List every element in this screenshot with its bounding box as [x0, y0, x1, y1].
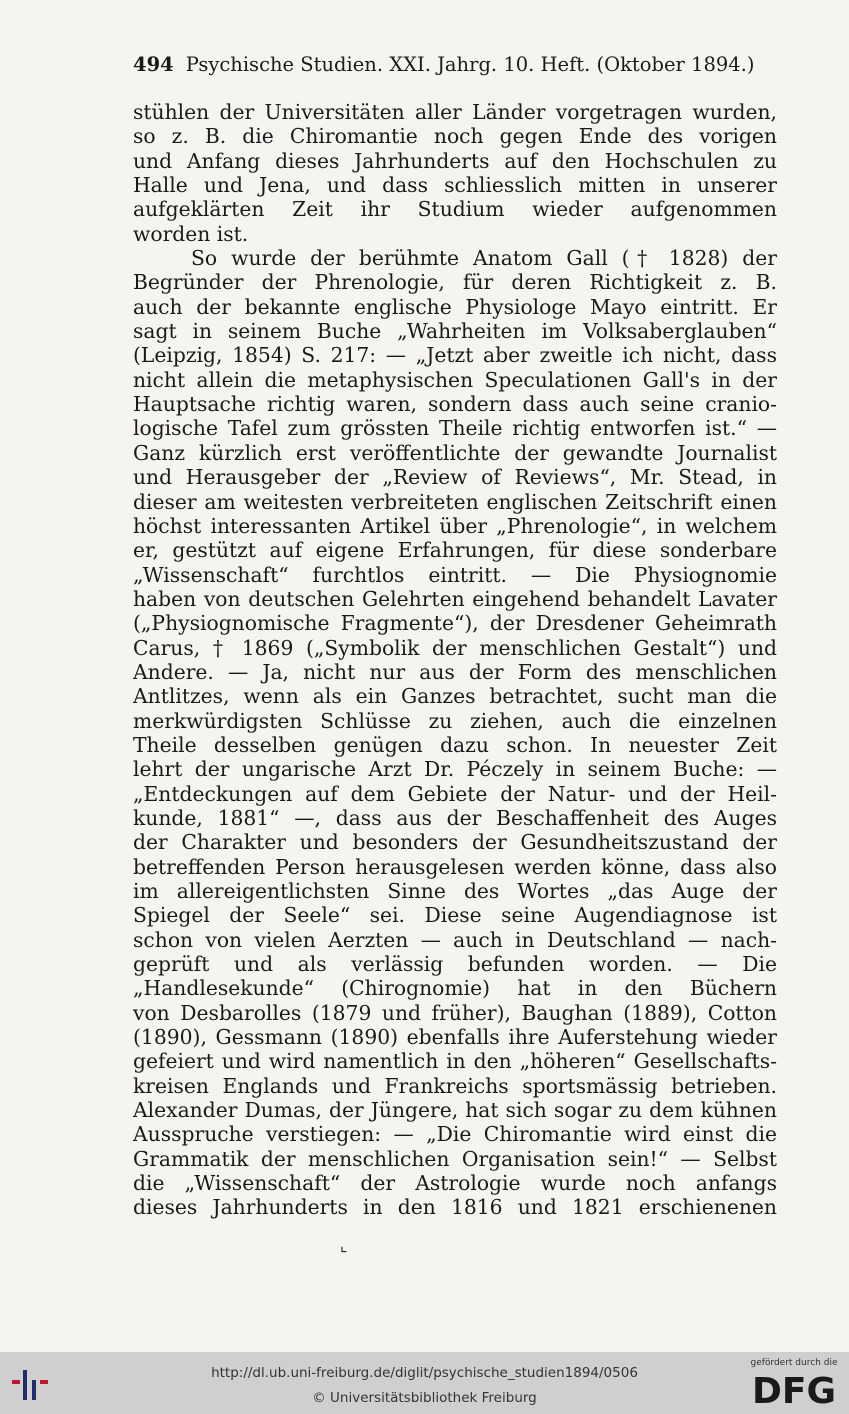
- text-line: (Leipzig, 1854) S. 217: — „Jetzt aber zweitle ich nicht, dass: [133, 343, 777, 368]
- copyright-text: © Universitätsbibliothek Freiburg: [312, 1390, 537, 1406]
- text-line: kunde, 1881“ —, dass aus der Beschaffenheit des Auges: [133, 805, 777, 830]
- text-line: (1890), Gessmann (1890) ebenfalls ihre Auferstehung wieder: [133, 1025, 777, 1050]
- text-line: die „Wissenschaft“ der Astrologie wurde noch anfangs: [133, 1171, 777, 1196]
- text-line: Alexander Dumas, der Jüngere, hat sich sogar zu dem kühnen: [133, 1098, 777, 1123]
- running-title: Psychische Studien. XXI. Jahrg. 10. Heft. (Oktober 1894.): [185, 53, 755, 76]
- text-line: Grammatik der menschlichen Organisation sein!“ — Selbst: [133, 1146, 777, 1171]
- text-line: Ausspruche verstiegen: — „Die Chiromantie wird einst die: [133, 1122, 777, 1147]
- text-line: so z. B. die Chiromantie noch gegen Ende des vorigen: [133, 124, 777, 149]
- text-line: Carus, † 1869 („Symbolik der menschlichen Gestalt“) und: [133, 635, 777, 660]
- text-line: aufgeklärten Zeit ihr Studium wieder aufgenommen: [133, 197, 777, 222]
- text-line: Begründer der Phrenologie, für deren Richtigkeit z. B.: [133, 270, 777, 295]
- dfg-caption: gefördert durch die: [750, 1358, 838, 1368]
- text-line: und Anfang dieses Jahrhunderts auf den Hochschulen zu: [133, 148, 777, 173]
- body-text: [133, 100, 777, 1220]
- text-line: Hauptsache richtig waren, sondern dass auch seine cranio-: [133, 392, 777, 417]
- text-line: von Desbarolles (1879 und früher), Baughan (1889), Cotton: [133, 1000, 777, 1025]
- text-line: „Entdeckungen auf dem Gebiete der Natur- und der Heil-: [133, 781, 777, 806]
- text-line: Spiegel der Seele“ sei. Diese seine Augendiagnose ist: [133, 903, 777, 928]
- text-line: kreisen Englands und Frankreichs sportsmässig betrieben.: [133, 1073, 777, 1098]
- text-line: er, gestützt auf eigene Erfahrungen, für diese sonderbare: [133, 538, 777, 563]
- text-line: schon von vielen Aerzten — auch in Deutschland — nach-: [133, 927, 777, 952]
- text-line: So wurde der berühmte Anatom Gall († 1828) der: [191, 246, 777, 271]
- text-line: „Wissenschaft“ furchtlos eintritt. — Die Physiognomie: [133, 562, 777, 587]
- text-line: haben von deutschen Gelehrten eingehend behandelt Lavater: [133, 586, 777, 611]
- text-line: lehrt der ungarische Arzt Dr. Péczely in seinem Buche: —: [133, 757, 777, 782]
- text-line: gefeiert und wird namentlich in den „höheren“ Gesellschafts-: [133, 1049, 777, 1074]
- text-line: betreffenden Person herausgelesen werden könne, dass also: [133, 854, 777, 879]
- text-line: „Handlesekunde“ (Chirognomie) hat in den Büchern: [133, 976, 777, 1001]
- text-line: worden ist.: [133, 221, 249, 246]
- text-line: dieses Jahrhunderts in den 1816 und 1821 erschienenen: [133, 1195, 777, 1220]
- dfg-logo-icon: [748, 1370, 840, 1408]
- text-line: geprüft und als verlässig befunden worden. — Die: [133, 952, 777, 977]
- text-line: Ganz kürzlich erst veröffentlichte der gewandte Journalist: [133, 440, 777, 465]
- running-head: [133, 50, 777, 80]
- text-line: sagt in seinem Buche „Wahrheiten im Volksaberglauben“: [133, 319, 777, 344]
- svg-text:DFG: DFG: [751, 1371, 837, 1408]
- text-line: logische Tafel zum grössten Theile richtig entworfen ist.“ —: [133, 416, 777, 441]
- text-line: höchst interessanten Artikel über „Phrenologie“, in welchem: [133, 513, 777, 538]
- text-line: dieser am weitesten verbreiteten englischen Zeitschrift einen: [133, 489, 777, 514]
- page-number: 494: [133, 53, 174, 76]
- scan-mark: ⌞: [340, 1236, 348, 1255]
- text-line: Halle und Jena, und dass schliesslich mitten in unserer: [133, 173, 777, 198]
- viewer-footer: [0, 1352, 849, 1414]
- text-line: merkwürdigsten Schlüsse zu ziehen, auch die einzelnen: [133, 708, 777, 733]
- text-line: auch der bekannte englische Physiologe Mayo eintritt. Er: [133, 294, 777, 319]
- text-line: nicht allein die metaphysischen Speculationen Gall's in der: [133, 367, 777, 392]
- text-line: und Herausgeber der „Review of Reviews“, Mr. Stead, in: [133, 465, 777, 490]
- source-url-link[interactable]: http://dl.ub.uni-freiburg.de/diglit/psychische_studien1894/0506: [211, 1365, 638, 1381]
- text-line: im allereigentlichsten Sinne des Wortes „das Auge der: [133, 879, 777, 903]
- text-line: der Charakter und besonders der Gesundheitszustand der: [133, 830, 777, 855]
- text-line: Antlitzes, wenn als ein Ganzes betrachtet, sucht man die: [133, 684, 777, 709]
- text-line: Theile desselben genügen dazu schon. In neuester Zeit: [133, 732, 777, 757]
- text-line: Andere. — Ja, nicht nur aus der Form des menschlichen: [133, 659, 777, 684]
- text-line: stühlen der Universitäten aller Länder vorgetragen wurden,: [133, 100, 777, 124]
- text-line: („Physiognomische Fragmente“), der Dresdener Geheimrath: [133, 611, 777, 636]
